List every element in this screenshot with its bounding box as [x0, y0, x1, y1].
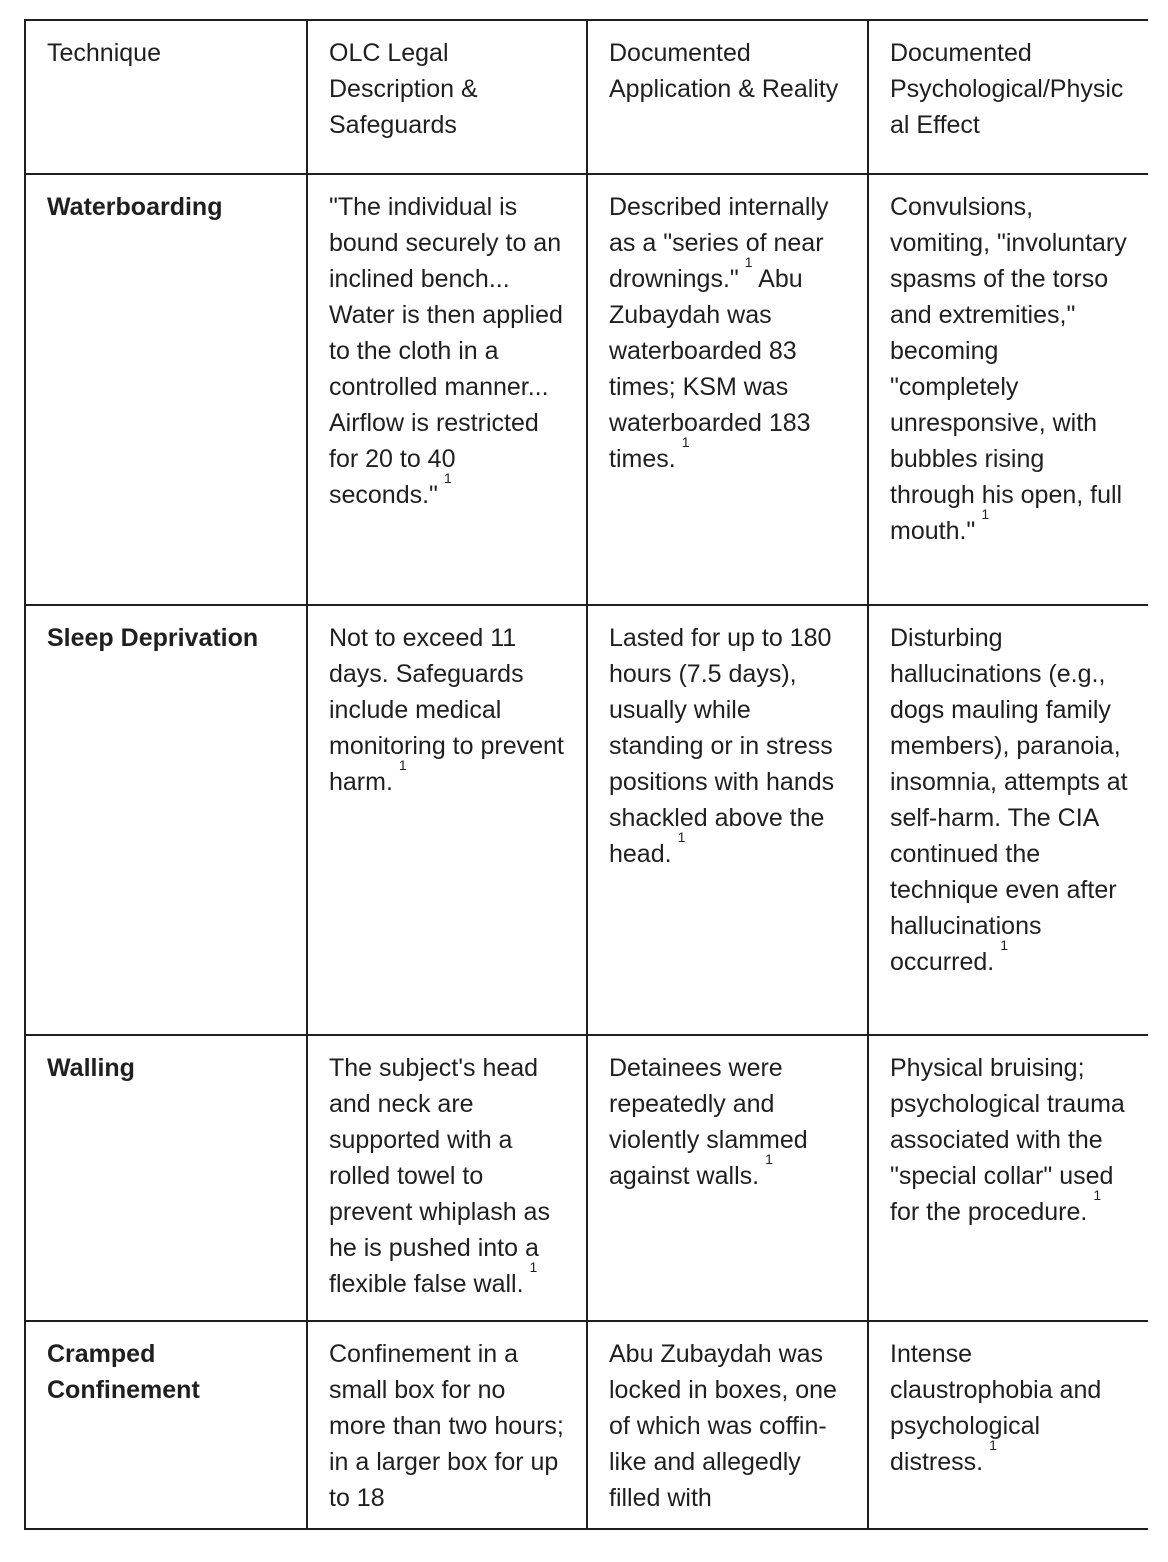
citation-ref[interactable]: 1 [744, 254, 753, 270]
technique-cell [25, 605, 307, 1035]
header-application [587, 20, 868, 174]
effect-text: Intense claustrophobia and psychological distress. [890, 1340, 1102, 1476]
header-technique [25, 20, 307, 174]
header-olc-label: OLC Legal Description & Safeguards [329, 39, 478, 139]
olc-text: Not to exceed 11 days. Safeguards include medical monitoring to prevent harm. [329, 624, 564, 796]
application-cell [587, 605, 868, 1035]
effect-cell [868, 1035, 1148, 1321]
technique-cell [25, 1321, 307, 1530]
olc-cell [307, 1035, 587, 1321]
effect-cell [868, 605, 1148, 1035]
application-text: Lasted for up to 180 hours (7.5 days), usually while standing or in stress positions with hands shackled above the head. [609, 624, 835, 868]
olc-cell [307, 174, 587, 605]
technique-cell [25, 174, 307, 605]
citation-ref[interactable]: 1 [989, 1437, 997, 1453]
application-cell [587, 1321, 868, 1530]
header-application-label: Documented Application & Reality [609, 39, 839, 103]
citation-ref[interactable]: 1 [1093, 1187, 1102, 1203]
citation-ref[interactable]: 1 [677, 829, 686, 845]
table-row [25, 174, 1148, 605]
application-cell [587, 1035, 868, 1321]
application-text: Described internally as a "series of near drownings." [609, 193, 829, 293]
application-text: Detainees were repeatedly and violently slammed against walls. [609, 1054, 808, 1190]
application-text: Abu Zubaydah was waterboarded 83 times; KSM was waterboarded 183 times. [609, 265, 811, 473]
table-row [25, 605, 1148, 1035]
header-effect [868, 20, 1148, 174]
technique-name: Sleep Deprivation [47, 624, 259, 652]
header-technique-label: Technique [47, 39, 161, 67]
technique-cell [25, 1035, 307, 1321]
header-olc [307, 20, 587, 174]
header-effect-label: Documented Psychological/Physical Effect [890, 39, 1124, 139]
olc-text: The subject's head and neck are supported with a rolled towel to prevent whiplash as he is pushed into a flexible false wall. [329, 1054, 550, 1298]
citation-ref[interactable]: 1 [981, 506, 990, 522]
technique-name: Cramped Confinement [47, 1340, 200, 1404]
application-cell [587, 174, 868, 605]
olc-cell [307, 605, 587, 1035]
citation-ref[interactable]: 1 [1000, 937, 1009, 953]
techniques-table [24, 19, 1148, 1530]
olc-text: "The individual is bound securely to an inclined bench... Water is then applied to the cloth in a controlled manner... Airflow is restricted for 20 to 40 seconds." [329, 193, 563, 509]
citation-ref[interactable]: 1 [765, 1151, 773, 1167]
citation-ref[interactable]: 1 [529, 1259, 538, 1275]
citation-ref[interactable]: 1 [443, 470, 452, 486]
effect-text: Convulsions, vomiting, "involuntary spasms of the torso and extremities," becoming "completely unresponsive, with bubbles rising through his open, full mouth." [890, 193, 1127, 545]
olc-cell [307, 1321, 587, 1530]
technique-name: Walling [47, 1054, 135, 1082]
citation-ref[interactable]: 1 [681, 434, 690, 450]
effect-text: Disturbing hallucinations (e.g., dogs mauling family members), paranoia, insomnia, attempts at self-harm. The CIA continued the technique even after hallucinations occurred. [890, 624, 1128, 976]
table-row [25, 1035, 1148, 1321]
table-row [25, 1321, 1148, 1530]
technique-name: Waterboarding [47, 193, 223, 221]
table-header-row [25, 20, 1148, 174]
effect-text: Physical bruising; psychological trauma associated with the "special collar" used for the procedure. [890, 1054, 1125, 1226]
effect-cell [868, 174, 1148, 605]
techniques-table-container [24, 19, 1148, 1530]
citation-ref[interactable]: 1 [398, 757, 407, 773]
effect-cell [868, 1321, 1148, 1530]
olc-text: Confinement in a small box for no more than two hours; in a larger box for up to 18 [329, 1340, 564, 1512]
application-text: Abu Zubaydah was locked in boxes, one of which was coffin-like and allegedly filled with [609, 1340, 837, 1512]
